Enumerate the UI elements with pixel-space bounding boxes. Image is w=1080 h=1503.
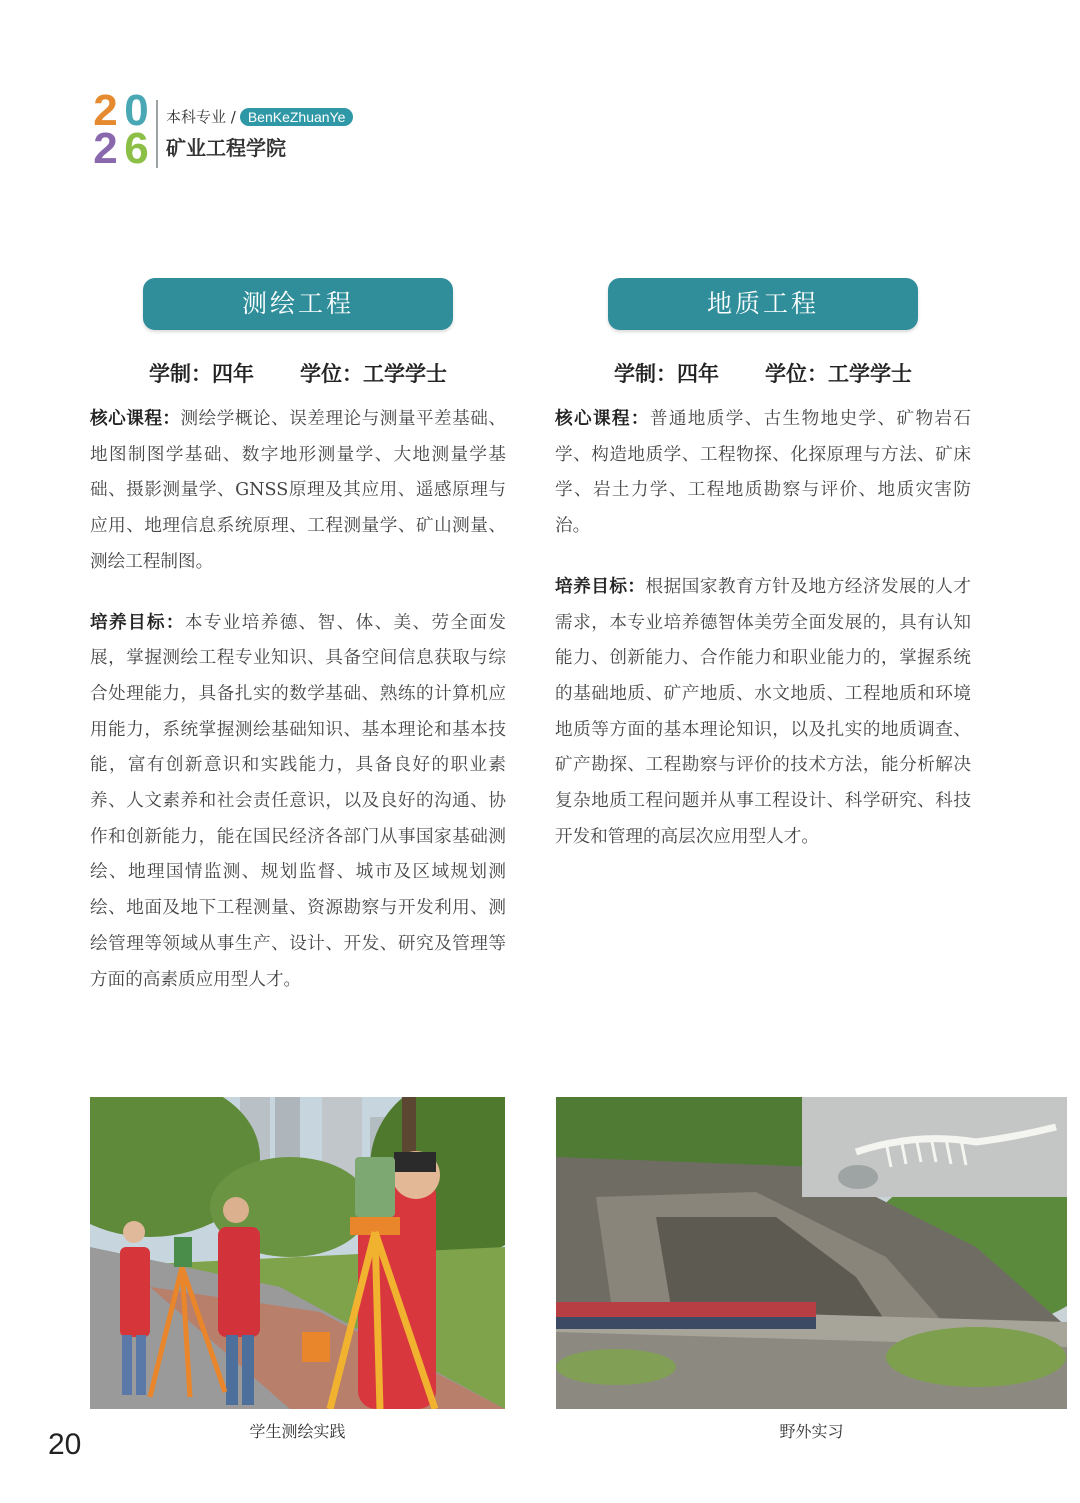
surveying-practice-photo bbox=[90, 1097, 505, 1409]
major-title-banner: 地质工程 bbox=[608, 278, 918, 330]
major-column-surveying bbox=[90, 278, 506, 998]
major-column-geology bbox=[555, 278, 971, 855]
college-name: 矿业工程学院 bbox=[166, 136, 286, 160]
core-courses-text: 普通地质学、古生物地史学、矿物岩石学、构造地质学、工程物探、化探原理与方法、矿床学、岩土力学、工程地质勘察与评价、地质灾害防治。 bbox=[555, 409, 971, 537]
core-courses bbox=[90, 402, 506, 581]
training-goal bbox=[90, 606, 506, 999]
header-divider bbox=[156, 100, 158, 168]
photo-caption: 学生测绘实践 bbox=[249, 1422, 346, 1441]
major-title-banner: 测绘工程 bbox=[143, 278, 453, 330]
core-courses bbox=[555, 402, 971, 545]
photo-caption: 野外实习 bbox=[779, 1422, 844, 1441]
training-goal-label: 培养目标： bbox=[90, 612, 185, 633]
year-digit: 6 bbox=[124, 124, 149, 173]
core-courses-text: 测绘学概论、误差理论与测量平差基础、地图制图学基础、数字地形测量学、大地测量学基础、摄影测量学、GNSS原理及其应用、遥感原理与应用、地理信息系统原理、工程测量学、矿山测量、测绘工程制图。 bbox=[90, 409, 506, 572]
degree-label: 学位：工学学士 bbox=[765, 362, 912, 386]
major-meta bbox=[555, 358, 971, 390]
header-category bbox=[166, 106, 353, 127]
year-digit: 2 bbox=[93, 124, 118, 173]
degree-label: 学位：工学学士 bbox=[300, 362, 447, 386]
training-goal bbox=[555, 570, 971, 856]
major-meta bbox=[90, 358, 506, 390]
year-logo bbox=[90, 86, 152, 173]
year-digit: 0 bbox=[124, 86, 149, 135]
field-practice-photo bbox=[556, 1097, 1067, 1409]
page-number: 20 bbox=[48, 1428, 82, 1461]
core-courses-label: 核心课程： bbox=[555, 409, 650, 429]
training-goal-label: 培养目标： bbox=[555, 576, 646, 597]
category-pinyin-badge: BenKeZhuanYe bbox=[240, 108, 354, 126]
training-goal-text: 根据国家教育方针及地方经济发展的人才需求，本专业培养德智体美劳全面发展的，具有认知能力、创新能力、合作能力和职业能力的，掌握系统的基础地质、矿产地质、水文地质、工程地质和环境地质等方面的基本理论知识，以及扎实的地质调查、矿产勘探、工程勘察与评价的技术方法，能分析解决复杂地质工程问题并从事工程设计、科学研究、科技开发和管理的高层次应用型人才。 bbox=[555, 576, 971, 847]
core-courses-label: 核心课程： bbox=[90, 409, 181, 429]
duration-label: 学制：四年 bbox=[614, 362, 719, 386]
duration-label: 学制：四年 bbox=[149, 362, 254, 386]
year-digit: 2 bbox=[93, 86, 118, 135]
training-goal-text: 本专业培养德、智、体、美、劳全面发展，掌握测绘工程专业知识、具备空间信息获取与综合处理能力，具备扎实的数学基础、熟练的计算机应用能力，系统掌握测绘基础知识、基本理论和基本技能，富有创新意识和实践能力，具备良好的职业素养、人文素养和社会责任意识，以及良好的沟通、协作和创新能力，能在国民经济各部门从事国家基础测绘、地理国情监测、规划监督、城市及区域规划测绘、地面及地下工程测量、资源勘察与开发利用、测绘管理等领域从事生产、设计、开发、研究及管理等方面的高素质应用型人才。 bbox=[90, 612, 506, 990]
category-label: 本科专业 / bbox=[166, 108, 236, 126]
